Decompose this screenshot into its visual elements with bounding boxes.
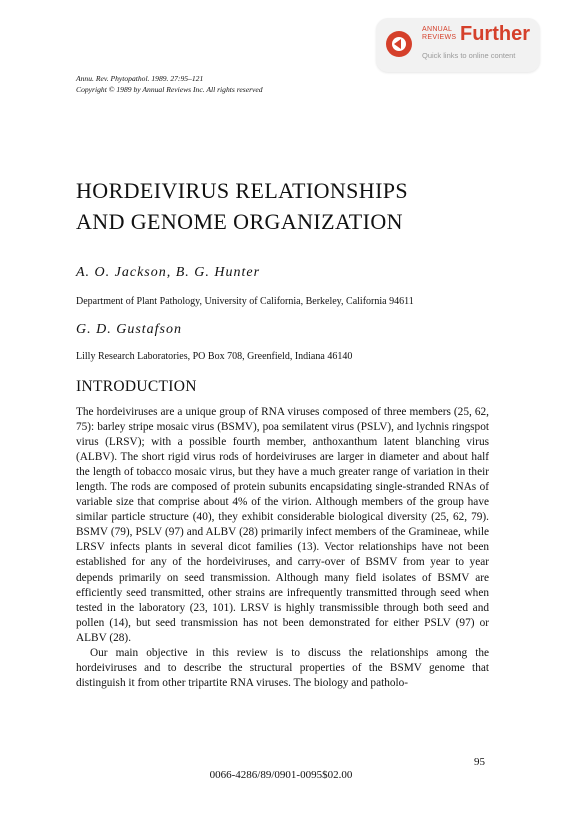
article-title bbox=[76, 175, 408, 237]
badge-reviews-text: REVIEWS bbox=[422, 34, 457, 41]
section-heading: INTRODUCTION bbox=[76, 378, 197, 395]
page-number: 95 bbox=[474, 756, 485, 768]
paragraph-2: Our main objective in this review is to discuss the relationships among the hordeiviruses and to describe the structural properties of the BSMV genome that distinguish it from other tripartite RNA viruses. The biology and patholo- bbox=[76, 646, 489, 689]
affiliation-line-1: Department of Plant Pathology, University of California, Berkeley, California 94611 bbox=[76, 296, 414, 307]
title-line-2: AND GENOME ORGANIZATION bbox=[76, 209, 403, 234]
copyright-line: Copyright © 1989 by Annual Reviews Inc. All rights reserved bbox=[76, 85, 263, 94]
further-logo-icon bbox=[386, 31, 412, 57]
journal-line: Annu. Rev. Phytopathol. 1989. 27:95–121 bbox=[76, 74, 204, 83]
badge-publisher bbox=[422, 26, 458, 42]
annual-reviews-further-badge[interactable] bbox=[376, 18, 540, 72]
affiliation-line-2: Lilly Research Laboratories, PO Box 708, Greenfield, Indiana 46140 bbox=[76, 351, 353, 362]
author-line-2: G. D. Gustafson bbox=[76, 322, 183, 337]
paragraph-1: The hordeiviruses are a unique group of RNA viruses composed of three members (25, 62, 75): barley stripe mosaic virus (BSMV), poa semilatent virus (PSLV), and lychnis ringspot virus (LRSV); with a possible fourth member, anthoxanthum latent blanching virus (ALBV). The short rigid virus rods of hordeiviruses are larger in diameter and about half the length of tobacco mosaic virus, but they have a much greater range of variation in their length. The rods are composed of protein subunits encapsidating single-stranded RNAs of variable size that comprise about 4% of the virion. Although members of the group have similar particle structure (40), they exhibit considerable biological diversity (25, 62, 79). BSMV (79), PSLV (97) and ALBV (28) primarily infect members of the Gramineae, while LRSV infects plants in several dicot families (13). Vector relationships have not been established for any of the hordeiviruses, and carry-over of BSMV from year to year depends primarily on seed transmission. Although many field isolates of BSMV are efficiently seed transmitted, other strains are infrequently transmitted through seed when tested in the laboratory (23, 101). LRSV is highly transmissible through both seed and pollen (14), but seed transmission has not been demonstrated for either PSLV (97) or ALBV (28). bbox=[76, 406, 489, 644]
journal-citation bbox=[76, 73, 263, 95]
author-line-1: A. O. Jackson, B. G. Hunter bbox=[76, 265, 261, 280]
badge-annual-text: ANNUAL bbox=[422, 26, 453, 33]
badge-further-text: Further bbox=[460, 23, 530, 45]
badge-subtitle: Quick links to online content bbox=[422, 51, 516, 60]
footer-code: 0066-4286/89/0901-0095$02.00 bbox=[209, 769, 353, 781]
title-line-1: HORDEIVIRUS RELATIONSHIPS bbox=[76, 178, 409, 203]
article-body bbox=[76, 405, 489, 691]
